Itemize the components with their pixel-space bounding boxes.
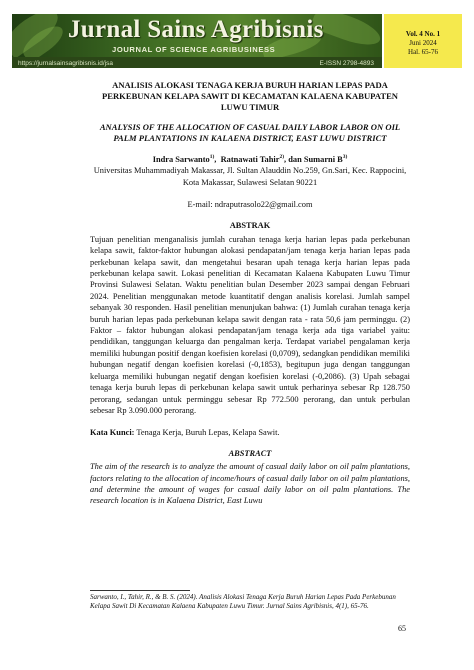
author-separator: , dan <box>284 154 304 164</box>
keywords-label: Kata Kunci: <box>90 428 135 438</box>
author-name: Ratnawati Tahir <box>220 154 280 164</box>
citation-footnote: Sarwanto, I., Tahir, R., & B. S. (2024). Analisis Alokasi Tenaga Kerja Buruh Harian Lepas Pada Perkebunan Kelapa Sawit Di Kecamatan Kalaena Kabupaten Luwu Timur. Jurnal Sains Agribisnis, 4(1), 65-76. <box>90 593 396 611</box>
journal-url[interactable]: https://jurnalsainsagribisnis.id/jsa <box>18 60 114 67</box>
journal-issn: E-ISSN 2798-4893 <box>319 60 374 67</box>
journal-banner <box>12 14 382 68</box>
journal-header <box>12 14 462 68</box>
author-mark: 2) <box>279 153 285 160</box>
page-range: Hal. 65-76 <box>408 48 438 56</box>
abstrak-heading: ABSTRAK <box>229 221 271 231</box>
title-indonesian: ANALISIS ALOKASI TENAGA KERJA BURUH HARIAN LEPAS PADA PERKEBUNAN KELAPA SAWIT DI KECAMATAN KALAENA KABUPATEN LUWU TIMUR <box>101 80 399 112</box>
volume-box <box>384 14 462 68</box>
title-english: ANALYSIS OF THE ALLOCATION OF CASUAL DAILY LABOR LABOR ON OIL PALM PLANTATIONS IN KALAENA DISTRICT, EAST LUWU DISTRICT <box>99 122 401 144</box>
footnote-divider <box>90 590 190 591</box>
author-separator: , <box>214 154 221 164</box>
journal-subtitle: JOURNAL OF SCIENCE AGRIBUSINESS <box>112 45 276 54</box>
journal-title: Jurnal Sains Agribisnis <box>68 16 324 43</box>
volume-number: Vol. 4 No. 1 <box>405 30 441 38</box>
affiliation: Universitas Muhammadiyah Makassar, Jl. Sultan Alauddin No.259, Gn.Sari, Kec. Rappocini, Kota Makassar, Sulawesi Selatan 90221 <box>93 166 407 187</box>
author-name: Indra Sarwanto <box>152 154 210 164</box>
author-email[interactable]: E-mail: ndraputrasolo22@gmail.com <box>187 200 313 209</box>
author-mark: 3) <box>342 153 348 160</box>
journal-info-strip <box>12 57 382 68</box>
author-name: Sumarni B <box>303 154 343 164</box>
author-mark: 1) <box>209 153 215 160</box>
abstrak-body: Tujuan penelitian menganalisis jumlah curahan tenaga kerja harian lepas pada perkebunan kelapa sawit, faktor-faktor hubungan alokasi pendapatan/jam tenaga kerja harian lepas pada perkebunan kelapa sawit, dan mengetahui besaran upah tenaga kerja harian lepas pada perkebunan kelapa sawit. Lokasi penelitian di Kecamatan Kalaena Kabupaten Luwu Timur Provinsi Sulawesi Selatan. Waktu penelitian bulan Desember 2023 sampai dengan Februari 2024. Penelitian menggunakan metode kuantitatif dengan analisis korelasi. Jumlah sampel sebanyak 30 responden. Hasil penelitian menunjukan bahwa: (1) Jumlah curahan tenaga kerja buruh harian lepas pada perkebunan kelapa sawit dengan rata - rata 50,6 jam perminggu. (2) Faktor – faktor hubungan alokasi pendapatan/jam tenaga kerja ada tiga variabel yaitu: pendidikan, tanggungan keluarga dan pengalman kerja. Terdapat variabel pengalaman kerja memiliki hubungan positif dengan koefisien korelasi (0,0709), sedangkan pendidikan memiliki hubungan negatif dengan koefisien korelasi (-0,1853), begitupun juga dengan tanggungan keluarga memiliki hubungan negatif dengan koefisien korelasi (-0,2086). (3) Upah sebagai tenaga kerja buruh lepas di perkebunan kelapa sawit untuk perharinya sebesar Rp 128.750 perorang, sedangan untuk perminggu sebesar Rp 772.500 perorang, dan untuk perbulan sebesar Rp 3.090.000 perorang. <box>90 234 410 415</box>
keywords-text: Tenaga Kerja, Buruh Lepas, Kelapa Sawit. <box>136 428 280 438</box>
article-content <box>90 80 410 518</box>
abstract-heading: ABSTRACT <box>228 448 272 458</box>
abstract-body: The aim of the research is to analyze the amount of casual daily labor on oil palm plantations, factors relating to the allocation of income/hours of casual daily labor on oil palm plantations, and determine the amount of wages for casual daily labor on oil palm plantations. The research location is in Kalaena District, East Luwu <box>90 462 410 506</box>
page-number: 65 <box>398 624 406 633</box>
author-list <box>90 152 410 165</box>
keywords <box>90 427 410 438</box>
issue-date: Juni 2024 <box>409 39 437 47</box>
